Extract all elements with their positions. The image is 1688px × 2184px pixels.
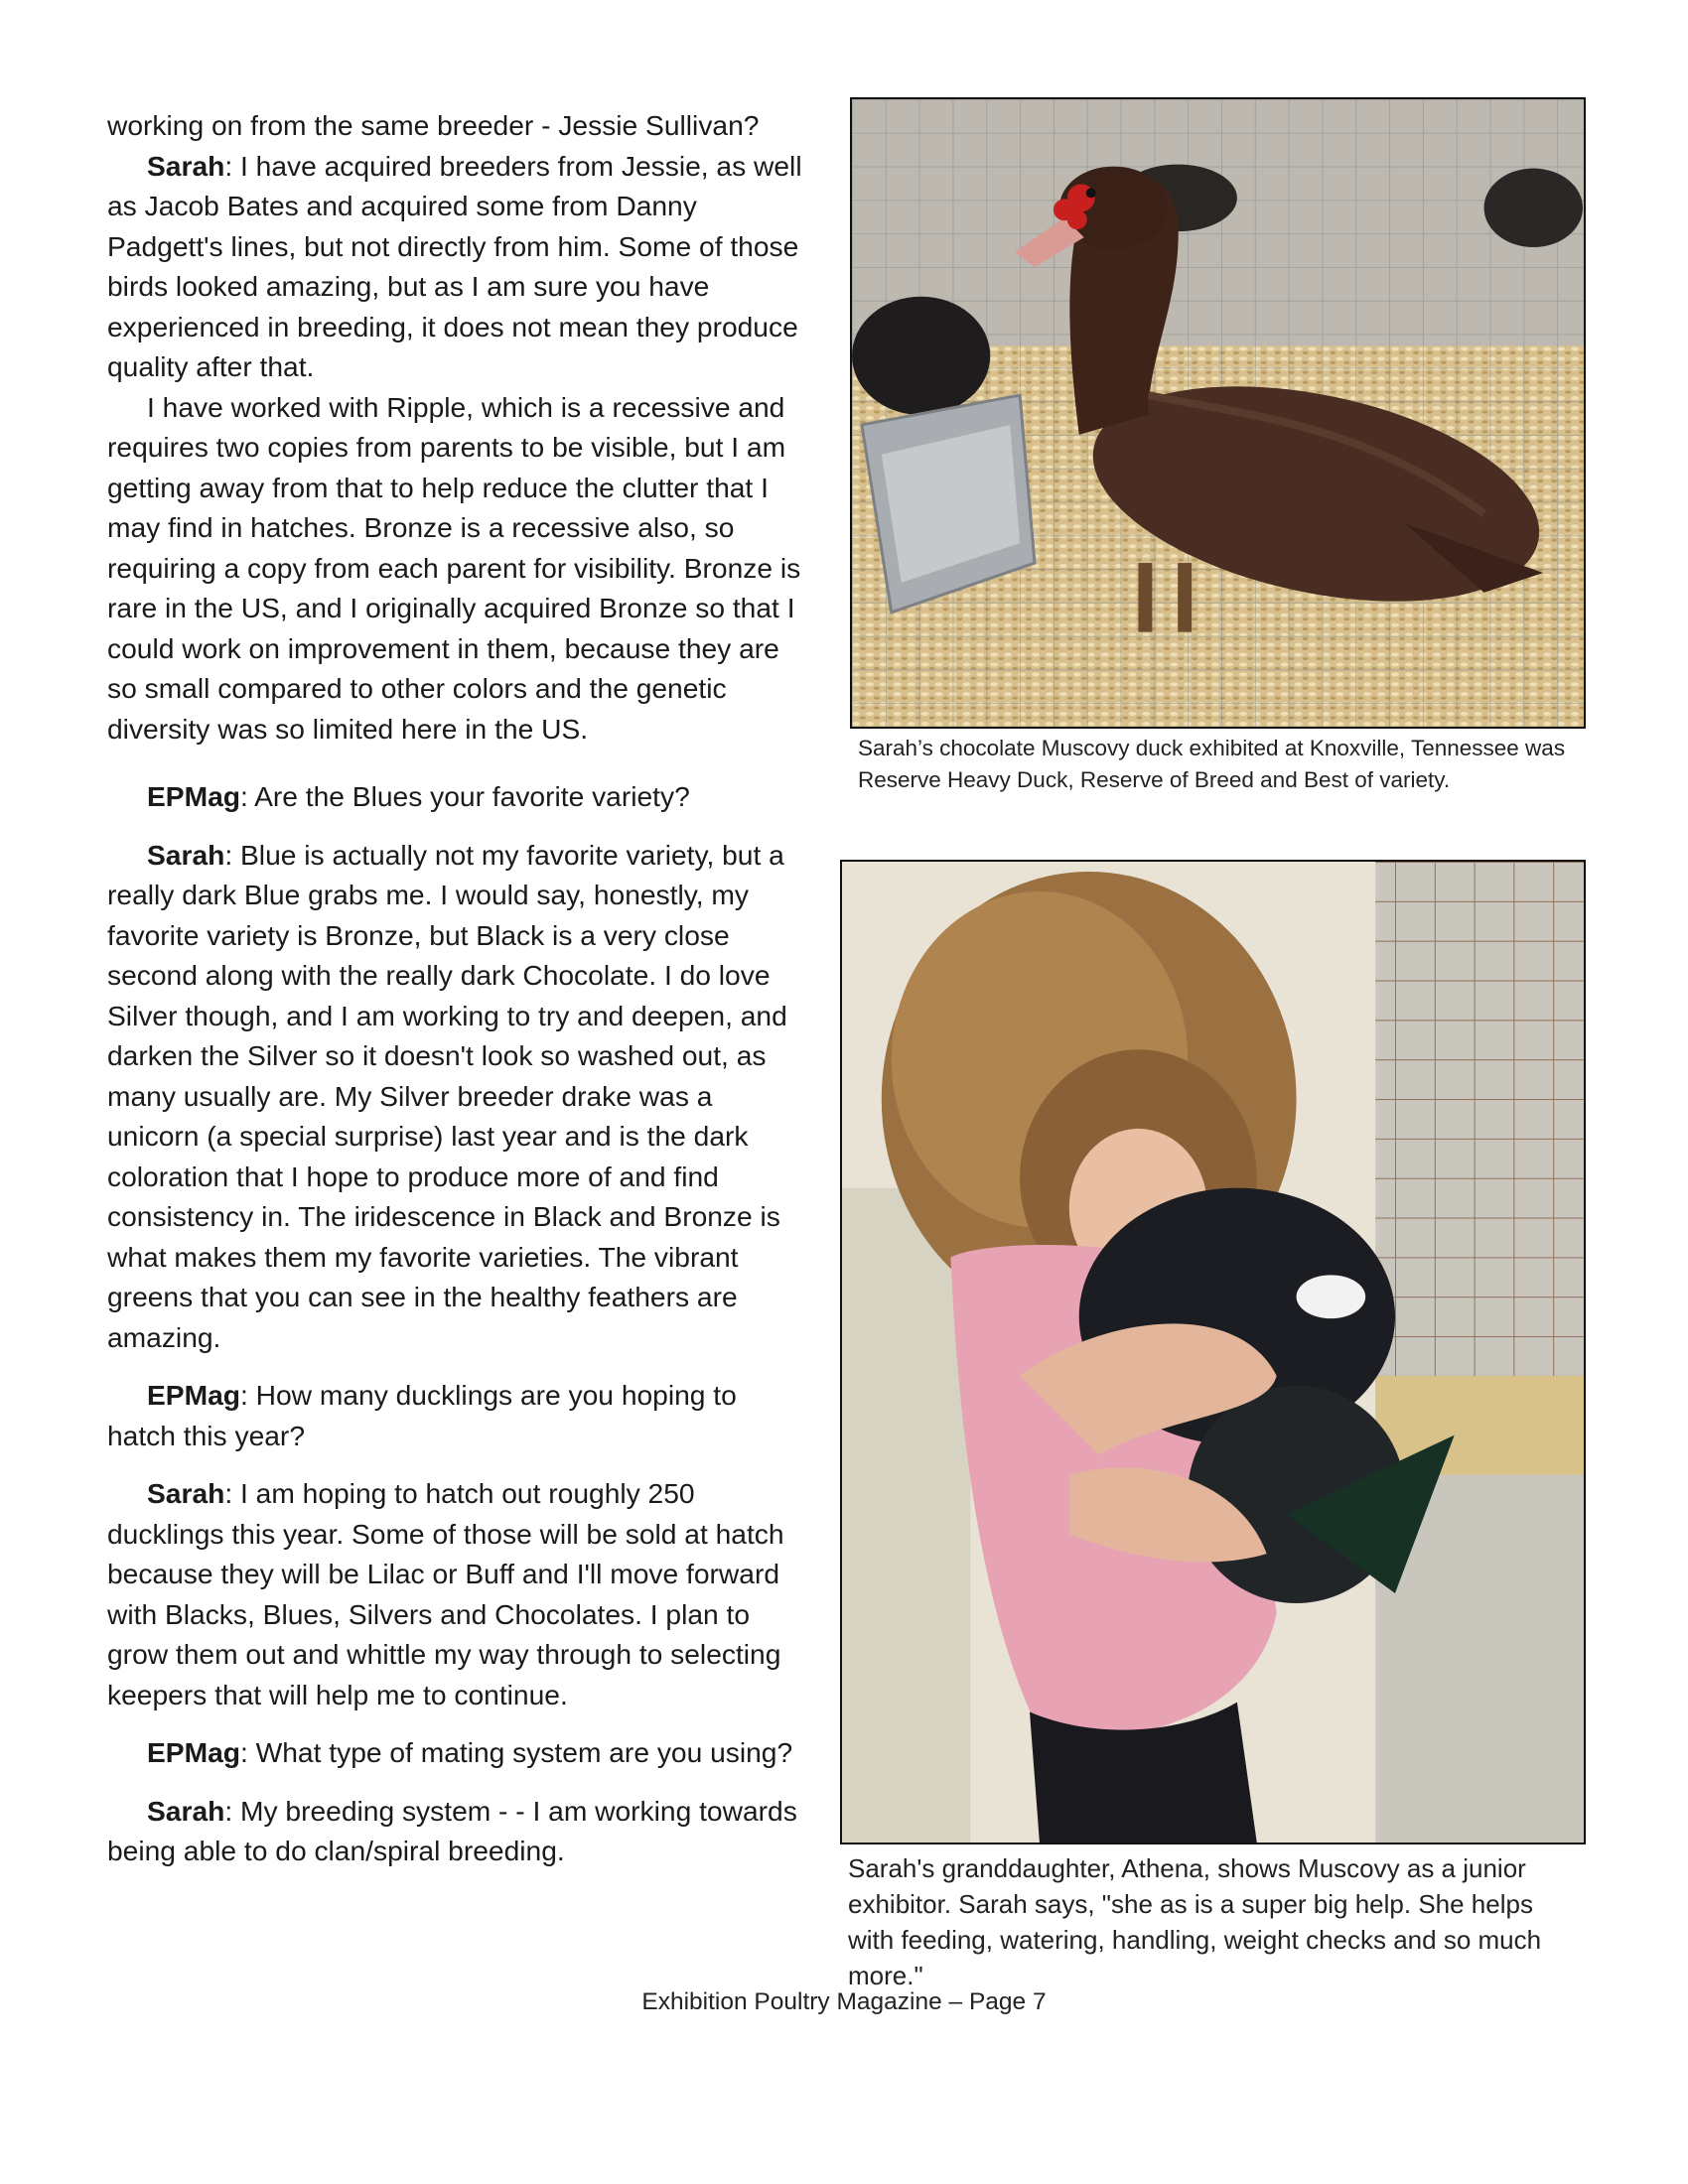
question-text: : What type of mating system are you using? <box>239 1736 793 1768</box>
speaker-label: Sarah <box>147 838 225 871</box>
answer-text: : I am hoping to hatch out roughly 250 ducklings this year. Some of those will be sold at hatch because they will be Lilac or Buff and I'll move forward with Blacks, Blues, Silvers and Chocolates. I plan to grow them out and whittle my way through to selecting keepers that will help me to continue. <box>107 1477 784 1710</box>
answer-text: : Blue is actually not my favorite variety, but a really dark Blue grabs me. I would say, honestly, my favorite variety is Bronze, but Black is a very close second along with the really dark Chocolate. I do love Silver though, and I am working to try and deepen, and darken the Silver so it doesn't look so washed out, as many usually are. My Silver breeder drake was a unicorn (a special surprise) last year and is the dark coloration that I hope to produce more of and find consistency in. The iridescence in Black and Bronze is what makes them my favorite varieties. The vibrant greens that you can see in the healthy feathers are amazing. <box>107 838 787 1353</box>
speaker-label: EPMag <box>147 1736 240 1768</box>
answer-ducklings <box>107 1473 807 1714</box>
question-text: : How many ducklings are you hoping to hatch this year? <box>107 1379 737 1451</box>
question-text: : Are the Blues your favorite variety? <box>239 780 690 812</box>
answer-breeders <box>107 146 807 387</box>
granddaughter-caption: Sarah's granddaughter, Athena, shows Muscovy as a junior exhibitor. Sarah says, "she as is a super big help. She helps with feeding, watering, handling, weight checks and so much more." <box>848 1853 1542 1990</box>
duck-photo <box>850 97 1586 729</box>
granddaughter-photo <box>840 860 1586 1844</box>
question-ducklings <box>107 1375 807 1455</box>
paragraph-continuation: working on from the same breeder - Jessie Sullivan? <box>107 109 760 141</box>
paragraph-text: I have worked with Ripple, which is a recessive and requires two copies from parents to be visible, but I am getting away from that to help reduce the clutter that I may find in hatches. Bronze is a recessive also, so requiring a copy from each parent for visibility. Bronze is rare in the US, and I originally acquired Bronze so that I could work on improvement in them, because they are so small compared to other colors and the genetic diversity was so limited here in the US. <box>107 390 801 745</box>
speaker-label: Sarah <box>147 1794 225 1827</box>
speaker-label: Sarah <box>147 1477 225 1509</box>
speaker-label: Sarah <box>147 149 225 182</box>
answer-text: : My breeding system - - I am working towards being able to do clan/spiral breeding. <box>107 1794 797 1866</box>
question-mating <box>107 1732 807 1773</box>
answer-mating <box>107 1791 807 1871</box>
speaker-label: EPMag <box>147 780 240 812</box>
duck-caption: Sarah’s chocolate Muscovy duck exhibited at Knoxville, Tennessee was Reserve Heavy Duck, Reserve of Breed and Best of variety. <box>858 736 1566 792</box>
article-column <box>107 105 807 1871</box>
answer-text: : I have acquired breeders from Jessie, as well as Jacob Bates and acquired some from Danny Padgett's lines, but not directly from him. Some of those birds looked amazing, but as I am sure you have experienced in breeding, it does not mean they produce quality after that. <box>107 149 802 382</box>
duck-photo-illustration <box>852 99 1584 727</box>
page-footer: Exhibition Poultry Magazine – Page 7 <box>641 1988 1047 2015</box>
answer-favorite <box>107 835 807 1358</box>
question-blues <box>107 776 807 817</box>
paragraph-ripple <box>107 387 807 750</box>
granddaughter-photo-illustration <box>842 862 1584 1843</box>
speaker-label: EPMag <box>147 1379 240 1411</box>
